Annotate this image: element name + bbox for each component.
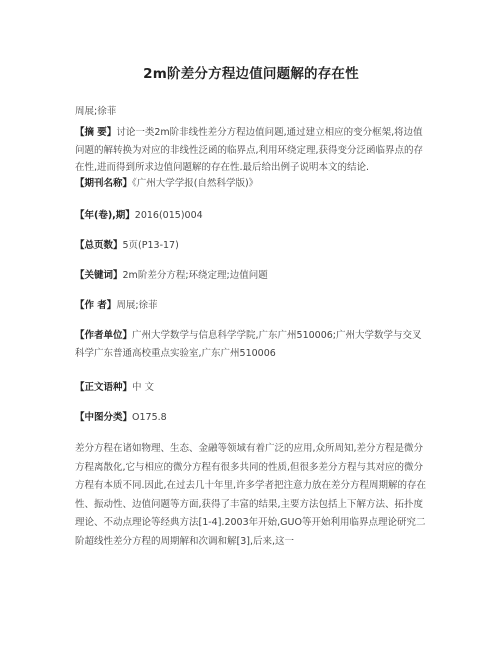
- journal-label: 【期刊名称】: [75, 178, 133, 189]
- language-section: [75, 379, 430, 397]
- body-paragraph: 差分方程在诸如物理、生态、金融等领域有着广泛的应用,众所周知,差分方程是微分方程离散化,它与相应的微分方程有很多共同的性质,但很多差分方程与其对应的微分方程有本质不同.因此,在过去几十年里,许多学者把注意力放在差分方程周期解的存在性、振动性、边值问题等方面,获得了丰富的结果,主要方法包括上下解方法、拓扑度理论、不动点理论等经典方法[1-4].2003年开始,GUO等开始利用临界点理论研究二阶超线性差分方程的周期解和次调和解[3],后来,这一: [75, 443, 427, 547]
- language-text: 中 文: [132, 382, 155, 393]
- abstract-section: [75, 124, 430, 177]
- authors-label: 【作 者】: [75, 300, 117, 311]
- clc-text: O175.8: [132, 412, 167, 423]
- year-issue-label: 【年(卷),期】: [75, 210, 135, 221]
- total-pages-text: 5页(P13-17): [122, 240, 179, 251]
- affiliation-text: 广州大学数学与信息科学学院,广东广州510006;广州大学数学与交叉科学广东普通高校重点实验室,广东广州510006: [75, 330, 422, 359]
- total-pages-section: [75, 237, 430, 255]
- authors-section: [75, 297, 430, 315]
- language-label: 【正文语种】: [75, 382, 133, 393]
- document-title: 2m阶差分方程边值问题解的存在性: [143, 66, 359, 82]
- journal-text: 《广州大学学报(自然科学版)》: [132, 178, 259, 189]
- clc-section: [75, 409, 430, 427]
- keywords-section: [75, 267, 430, 285]
- total-pages-label: 【总页数】: [75, 240, 123, 251]
- clc-label: 【中图分类】: [75, 412, 133, 423]
- abstract-text: 讨论一类2m阶非线性差分方程边值问题,通过建立相应的变分框架,将边值问题的解转换为对应的非线性泛函的临界点,利用环绕定理,获得变分泛函临界点的存在性,进而得到所求边值问题解的存在性.最后给出例子说明本文的结论.: [75, 127, 424, 173]
- author-line: 周展;徐菲: [75, 106, 117, 117]
- authors-text: 周展;徐菲: [116, 300, 158, 311]
- abstract-label: 【摘 要】: [75, 127, 117, 138]
- keywords-text: 2m阶差分方程;环绕定理;边值问题: [122, 270, 268, 281]
- year-issue-text: 2016(015)004: [134, 210, 203, 221]
- year-issue-section: [75, 207, 430, 225]
- affiliation-section: [75, 327, 430, 362]
- keywords-label: 【关键词】: [75, 270, 123, 281]
- affiliation-label: 【作者单位】: [75, 330, 133, 341]
- journal-section: [75, 175, 430, 193]
